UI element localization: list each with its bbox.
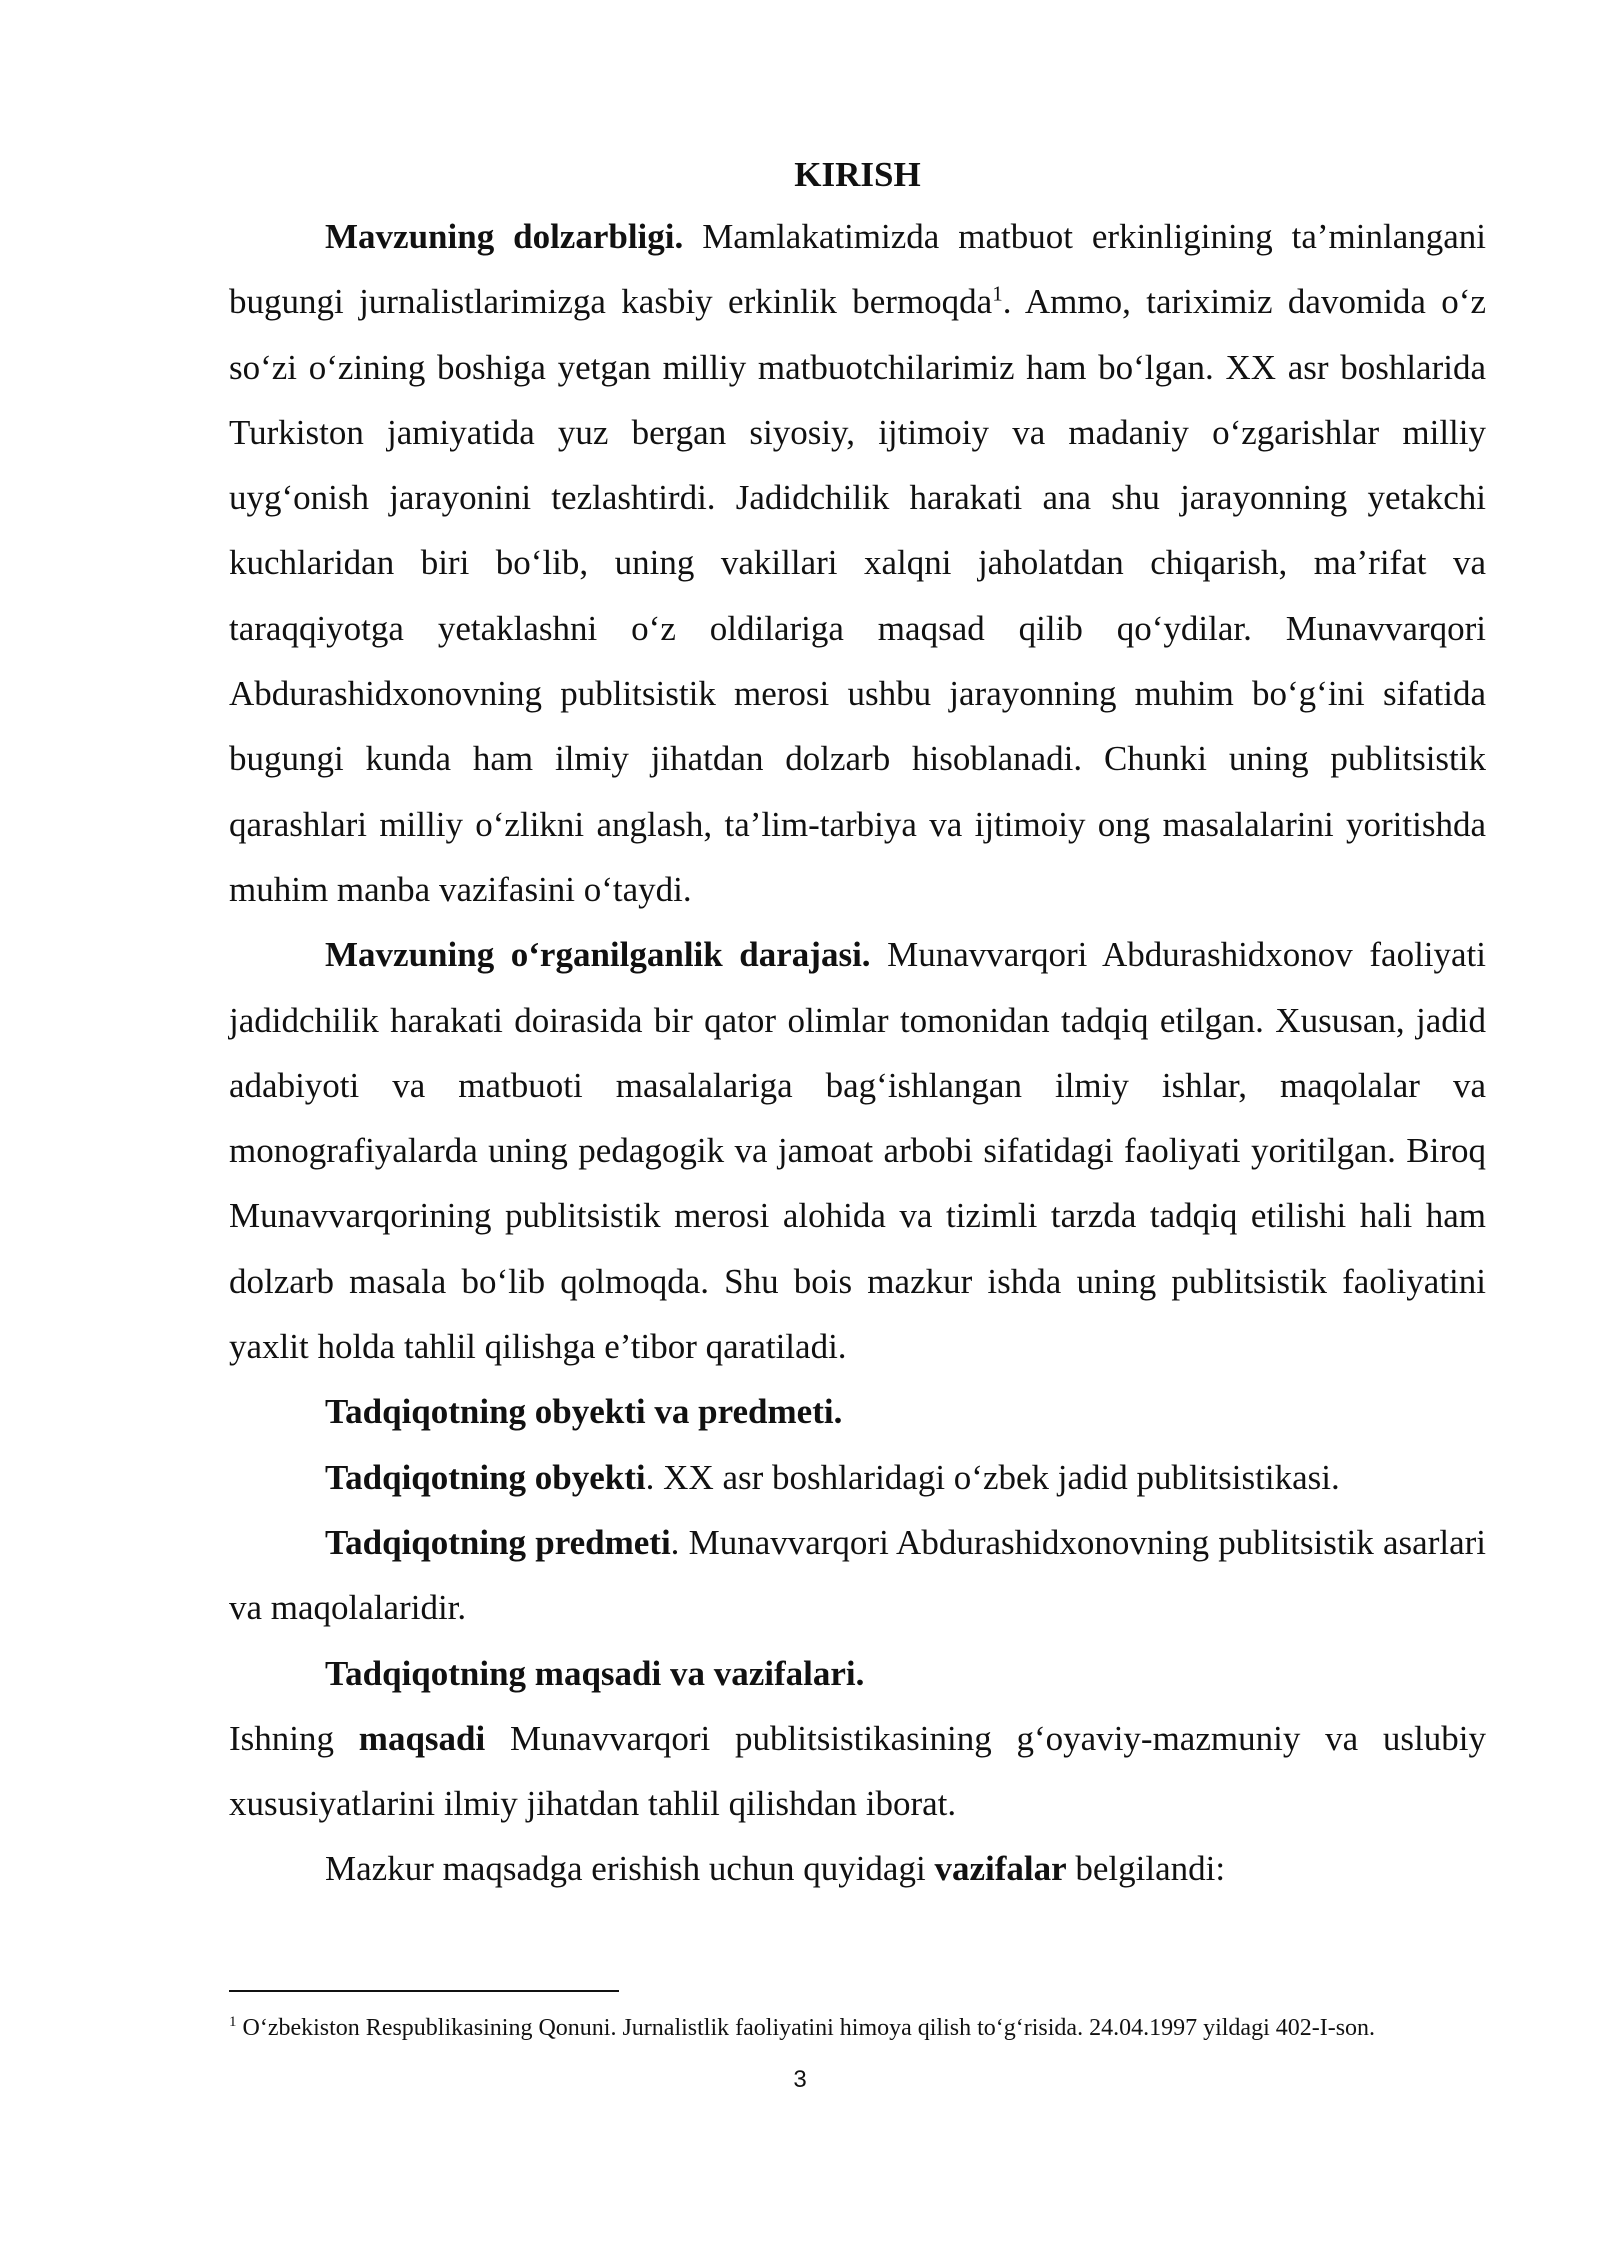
subject-text: . Munavvarqori Abdurashidxonovning publitsistik asarlari va maqolalaridir. [229,1522,1486,1628]
goal-text: Munavvarqori publitsistikasining g‘oyaviy-mazmuniy va uslubiy xususiyatlarini ilmiy jihatdan tahlil qilishdan iborat. [229,1718,1486,1824]
paragraph-object [229,1445,1486,1510]
paragraph-goals-heading [229,1641,1486,1706]
page-number: 3 [793,2066,807,2093]
study-degree-title: Mavzuning o‘rganilganlik darajasi. [325,935,871,975]
goal-lead: Ishning [229,1718,359,1758]
paragraph-study-degree [229,922,1486,1379]
object-text: . XX asr boshlaridagi o‘zbek jadid publitsistikasi. [645,1457,1340,1497]
relevance-text-b: . Ammo, tariximiz davomida o‘z so‘zi o‘zining boshiga yetgan milliy matbuotchilarimiz ham bo‘lgan. XX asr boshlarida Turkiston jamiyatida yuz bergan siyosiy, ijtimoiy va madaniy o‘zgarishlar milliy uyg‘onish jarayonini tezlashtirdi. Jadidchilik harakati ana shu jarayonning yetakchi kuchlaridan biri bo‘lib, uning vakillari xalqni jaholatdan chiqarish, ma’rifat va taraqqiyotga yetaklashni o‘z oldilariga maqsad qilib qo‘ydilar. Munavvarqori Abdurashidxonovning publitsistik merosi ushbu jarayonning muhim bo‘g‘ini sifatida bugungi kunda ham ilmiy jihatdan dolzarb hisoblanadi. Chunki uning publitsistik qarashlari milliy o‘zlikni anglash, ta’lim-tarbiya va ijtimoiy ong masalalarini yoritishda muhim manba vazifasini o‘taydi. [229,282,1486,909]
footnote-reference[interactable]: 1 [992,281,1003,306]
relevance-title: Mavzuning dolzarbligi. [325,217,684,256]
relevance-text-a: Mamlakatimizda matbuot erkinligining ta’minlangani bugungi jurnalistlarimizga kasbiy erkinlik bermoqda [229,217,1486,322]
footnote-separator [229,1990,619,1992]
footnote-text: O‘zbekiston Respublikasining Qonuni. Jurnalistlik faoliyatini himoya qilish to‘g‘risida. 24.04.1997 yildagi 402-I-son. [236,2015,1376,2041]
tasks-bold: vazifalar [934,1849,1067,1889]
page-content [229,148,1486,1902]
tasks-text: belgilandi: [1066,1849,1226,1889]
study-degree-text: Munavvarqori Abdurashidxonov faoliyati jadidchilik harakati doirasida bir qator olimlar tomonidan tadqiq etilgan. Xususan, jadid adabiyoti va matbuoti masalalariga bag‘ishlangan ilmiy ishlar, maqolalar va monografiyalarda uning pedagogik va jamoat arbobi sifatidagi faoliyati yoritilgan. Biroq Munavvarqorining publitsistik merosi alohida va tizimli tarzda tadqiq etilishi hali ham dolzarb masala bo‘lib qolmoqda. Shu bois mazkur ishda uning publitsistik faoliyatini yaxlit holda tahlil qilishga e’tibor qaratiladi. [229,935,1486,1367]
footnote-number: 1 [229,2014,237,2030]
tasks-lead: Mazkur maqsadga erishish uchun quyidagi [325,1849,935,1889]
paragraph-relevance [229,204,1486,922]
paragraph-tasks [229,1836,1486,1901]
footnote [229,2003,1486,2053]
object-title: Tadqiqotning obyekti [325,1457,646,1497]
paragraph-object-subject-heading [229,1379,1486,1444]
subject-title: Tadqiqotning predmeti [325,1522,671,1562]
goal-bold: maqsadi [358,1718,486,1758]
paragraph-subject [229,1510,1486,1641]
object-subject-title: Tadqiqotning obyekti va predmeti. [325,1392,843,1432]
paragraph-goal [229,1706,1486,1837]
goals-title: Tadqiqotning maqsadi va vazifalari. [325,1653,865,1693]
page-heading: KIRISH [794,155,921,194]
